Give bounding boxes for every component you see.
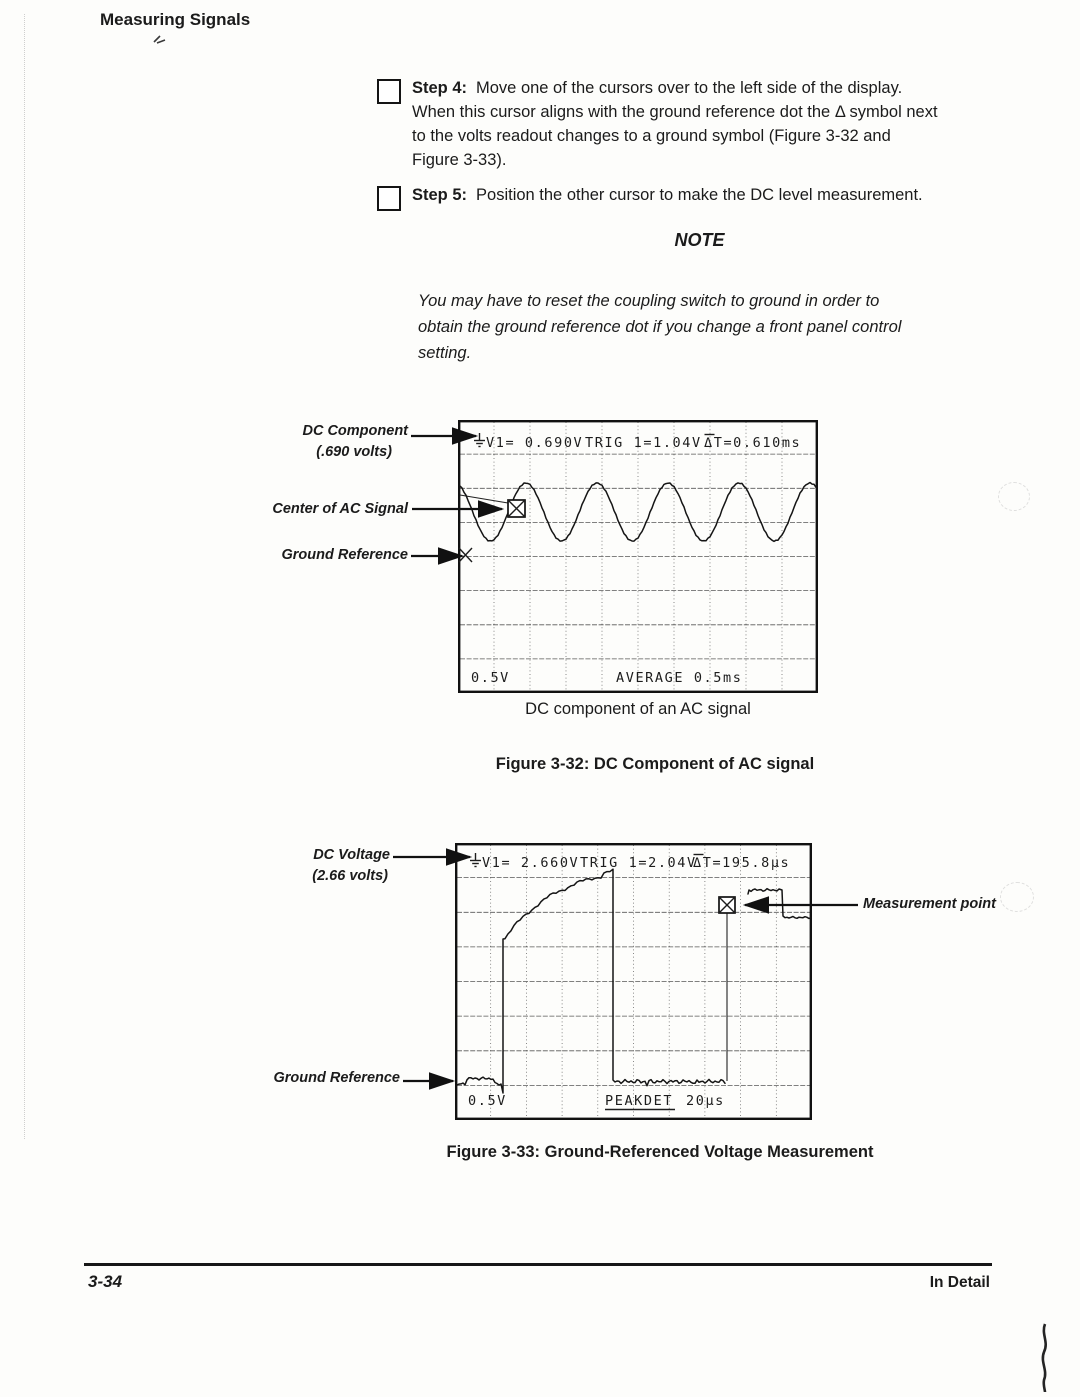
step-5-text: Step 5: Position the other cursor to make the DC level measurement. bbox=[412, 186, 923, 204]
pulse-waveform-right bbox=[748, 889, 811, 919]
readout-acq-mode: AVERAGE 0.5ms bbox=[616, 670, 743, 686]
label-dc-voltage: DC Voltage (2.66 volts) bbox=[312, 847, 390, 884]
pen-mark bbox=[152, 32, 168, 46]
label-dc-component: DC Component (.690 volts) bbox=[302, 423, 408, 460]
readout-trig: TRIG 1=1.04V bbox=[585, 435, 702, 451]
step-4-checkbox bbox=[377, 79, 401, 104]
pulse-waveform bbox=[457, 869, 725, 1093]
label-center-ac-signal: Center of AC Signal bbox=[272, 501, 408, 517]
figure-3-32 bbox=[270, 415, 850, 715]
scope-readout bbox=[474, 433, 801, 451]
label-ground-reference-32: Ground Reference bbox=[281, 547, 408, 563]
readout-acq-mode: PEAKDET bbox=[605, 1093, 674, 1109]
readout-delta-v: V1= 2.660V bbox=[482, 855, 580, 871]
readout-delta-t: ΔT=0.610ms bbox=[704, 435, 802, 451]
note-paragraph: You may have to reset the coupling switch to ground in order to obtain the ground reference dot if you change a front panel control setting. bbox=[418, 292, 902, 362]
readout-volts-div: 0.5V bbox=[471, 670, 510, 686]
readout-volts-div: 0.5V bbox=[468, 1093, 507, 1109]
step-4-text: Step 4: Move one of the cursors over to the left side of the display. When this cursor aligns with the ground reference dot the Δ symbol next to the volts readout changes to a ground symbol (Figure 3-32 and Figure 3-33). bbox=[412, 79, 938, 169]
step-5-label: Step 5: bbox=[412, 186, 468, 204]
figure-32-caption: Figure 3-32: DC Component of AC signal bbox=[495, 755, 815, 773]
readout-time-div: 20μs bbox=[686, 1093, 725, 1109]
page-number: 3-34 bbox=[88, 1272, 123, 1291]
readout-trig: TRIG 1=2.04V bbox=[580, 855, 697, 871]
footer-rule bbox=[84, 1263, 992, 1266]
label-ground-reference-33: Ground Reference bbox=[273, 1070, 400, 1086]
scope-display-ground-referenced bbox=[455, 843, 812, 1120]
note-heading: NOTE bbox=[674, 230, 725, 250]
scan-binding-line bbox=[24, 14, 25, 1139]
graticule bbox=[457, 845, 810, 1118]
page-title: Measuring Signals bbox=[100, 10, 251, 29]
cursor-box-icon bbox=[508, 500, 525, 517]
scan-artifact bbox=[998, 482, 1030, 511]
ground-symbol-icon bbox=[470, 853, 481, 867]
figure-32-subcaption: DC component of an AC signal bbox=[525, 700, 751, 718]
section-name: In Detail bbox=[929, 1274, 990, 1291]
ground-symbol-icon bbox=[474, 433, 485, 447]
ink-mark bbox=[1038, 1322, 1052, 1394]
scope-display-dc-component bbox=[458, 420, 818, 693]
figure-33-caption: Figure 3-33: Ground-Referenced Voltage Measurement bbox=[446, 1143, 874, 1161]
step-4-label: Step 4: bbox=[412, 79, 468, 97]
readout-delta-t: ΔT=195.8μs bbox=[693, 855, 791, 871]
step-5-checkbox bbox=[377, 186, 401, 211]
ground-reference-marker-icon bbox=[459, 548, 472, 562]
scope-readout bbox=[470, 853, 790, 871]
label-measurement-point: Measurement point bbox=[863, 896, 996, 912]
cursor-box-icon bbox=[719, 897, 735, 913]
figure-3-33 bbox=[260, 838, 1060, 1138]
graticule bbox=[460, 422, 816, 691]
scan-artifact bbox=[1000, 882, 1034, 912]
readout-delta-v: V1= 0.690V bbox=[486, 435, 584, 451]
